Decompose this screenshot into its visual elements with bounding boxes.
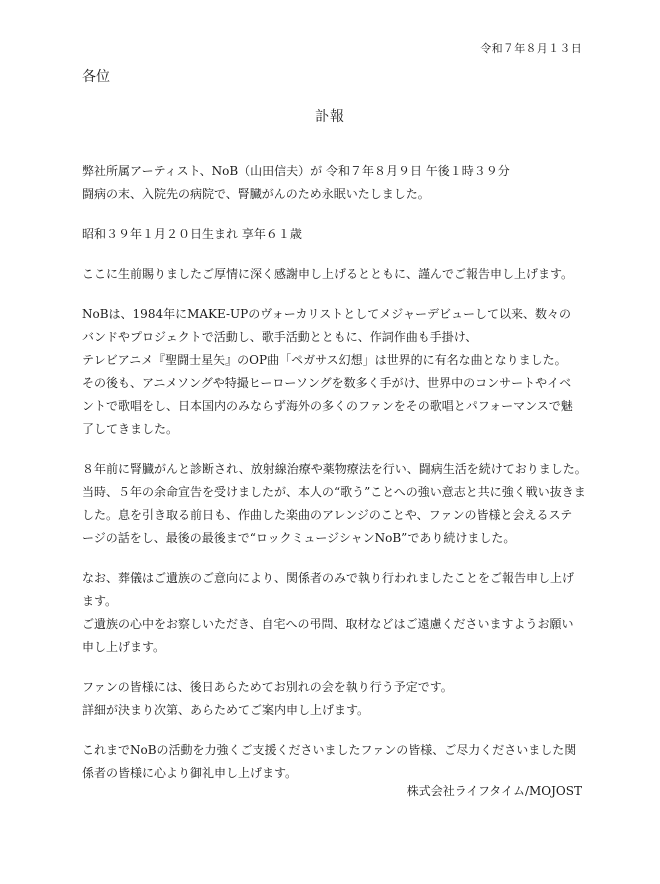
text-line: 昭和３９年１月２０日生まれ 享年６１歳 [82, 227, 302, 241]
text-line: 了してきました。 [82, 422, 179, 436]
text-line: ８年前に腎臓がんと診断され、放射線治療や薬物療法を行い、闘病生活を続けておりました。 [82, 462, 587, 476]
text-line: ージの話をし、最後の最後まで“ロックミュージシャンNoB”であり続けました。 [82, 531, 516, 545]
document-body [82, 160, 587, 802]
paragraph-announcement [82, 160, 582, 206]
paragraph-farewell [82, 676, 582, 722]
text-line: 詳細が決まり次第、あらためてご案内申し上げます。 [82, 703, 370, 717]
paragraph-illness [82, 458, 587, 550]
paragraph-thanks [82, 739, 582, 785]
paragraph-career [82, 303, 582, 441]
text-line: これまでNoBの活動を力強くご支援くださいましたファンの皆様、ご尽力くださいました関 [82, 743, 577, 757]
text-line: ご遺族の心中をお察しいただき、自宅への弔問、取材などはご遠慮くださいますようお願い [82, 617, 574, 631]
text-line: 闘病の末、入院先の病院で、腎臓がんのため永眠いたしました。 [82, 187, 430, 201]
paragraph-birth [82, 223, 582, 246]
document-title: 訃報 [315, 109, 345, 125]
text-line: ます。 [82, 594, 118, 608]
text-line: 当時、５年の余命宣告を受けましたが、本人の“歌う”ことへの強い意志と共に強く戦い抜きま [82, 485, 586, 499]
text-line: なお、葬儀はご遺族のご意向により、関係者のみで執り行われましたことをご報告申し上げ [82, 571, 575, 585]
text-line: 申し上げます。 [82, 640, 166, 654]
text-line: 係者の皆様に心より御礼申し上げます。 [82, 766, 298, 780]
text-line: 弊社所属アーティスト、NoB（山田信夫）が 令和７年８月９日 午後１時３９分 [82, 164, 510, 178]
text-line: した。息を引き取る前日も、作曲した楽曲のアレンジのことや、ファンの皆様と会えるステ [82, 508, 573, 522]
text-line: テレビアニメ『聖闘士星矢』のOP曲「ペガサス幻想」は世界的に有名な曲となりました。 [82, 353, 567, 367]
text-line: NoBは、1984年にMAKE-UPのヴォーカリストとしてメジャーデビューして以来、数々の [82, 307, 572, 321]
paragraph-funeral [82, 567, 582, 659]
text-line: ここに生前賜りましたご厚情に深く感謝申し上げるとともに、謹んでご報告申し上げます。 [82, 267, 574, 281]
text-line: ファンの皆様には、後日あらためてお別れの会を執り行う予定です。 [82, 680, 453, 694]
text-line: バンドやプロジェクトで活動し、歌手活動とともに、作詞作曲も手掛け、 [82, 330, 478, 344]
addressee: 各位 [82, 69, 110, 85]
company-signature: 株式会社ライフタイム/MOJOST [406, 784, 582, 798]
text-line: その後も、アニメソングや特撮ヒーローソングを数多く手がけ、世界中のコンサートやイベ [82, 376, 572, 390]
text-line: ントで歌唱をし、日本国内のみならず海外の多くのファンをその歌唱とパフォーマンスで魅 [82, 399, 573, 413]
document-date: 令和７年８月１３日 [480, 42, 582, 55]
paragraph-gratitude [82, 263, 582, 286]
